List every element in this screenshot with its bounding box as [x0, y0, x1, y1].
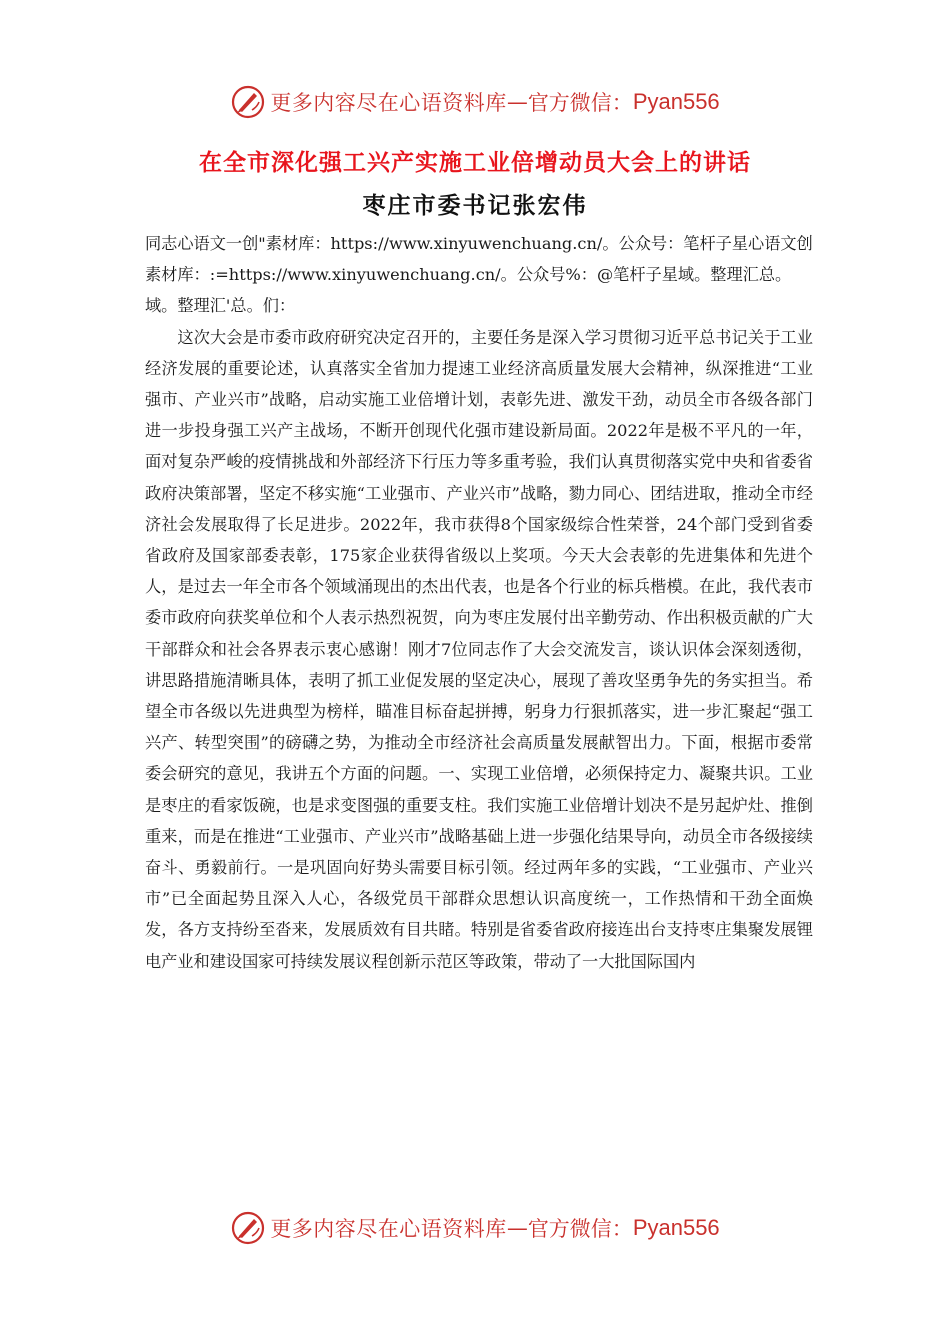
page-title: 在全市深化强工兴产实施工业倍增动员大会上的讲话 [199, 150, 751, 176]
body-paragraph: 这次大会是市委市政府研究决定召开的，主要任务是深入学习贯彻习近平总书记关于工业经济发展的重要论述，认真落实全省加力提速工业经济高质量发展大会精神，纵深推进“工业强市、产业兴市”战略，启动实施工业倍增计划，表彰先进、激发干劲，动员全市各级各部门进一步投身强工兴产主战场，不断开创现代化强市建设新局面。2022年是极不平凡的一年，面对复杂严峻的疫情挑战和外部经济下行压力等多重考验，我们认真贯彻落实党中央和省委省政府决策部署，坚定不移实施“工业强市、产业兴市”战略，勠力同心、团结进取，推动全市经济社会发展取得了长足进步。2022年，我市获得8个国家级综合性荣誉，24个部门受到省委省政府及国家部委表彰，175家企业获得省级以上奖项。今天大会表彰的先进集体和先进个人，是过去一年全市各个领域涌现出的杰出代表，也是各个行业的标兵楷模。在此，我代表市委市政府向获奖单位和个人表示热烈祝贺，向为枣庄发展付出辛勤劳动、作出积极贡献的广大干部群众和社会各界表示衷心感谢！刚才7位同志作了大会交流发言，谈认识体会深刻透彻，讲思路措施清晰具体，表明了抓工业促发展的坚定决心，展现了善攻坚勇争先的务实担当。希望全市各级以先进典型为榜样，瞄准目标奋起拼搏，躬身力行狠抓落实，进一步汇聚起“强工兴产、转型突围”的磅礴之势，为推动全市经济社会高质量发展献智出力。下面，根据市委常委会研究的意见，我讲五个方面的问题。一、实现工业倍增，必须保持定力、凝聚共识。工业是枣庄的看家饭碗，也是求变图强的重要支柱。我们实施工业倍增计划决不是另起炉灶、推倒重来，而是在推进“工业强市、产业兴市”战略基础上进一步强化结果导向，动员全市各级接续奋斗、勇毅前行。一是巩固向好势头需要目标引领。经过两年多的实践，“工业强市、产业兴市”已全面起势且深入人心，各级党员干部群众思想认识高度统一，工作热情和干劲全面焕发，各方支持纷至沓来，发展质效有目共睹。特别是省委省政府接连出台支持枣庄集聚发展锂电产业和建设国家可持续发展议程创新示范区等政策，带动了一大批国际国内 [145, 327, 813, 971]
header-banner [0, 82, 950, 122]
banner-dash: — [506, 1216, 528, 1240]
footer-banner [0, 1208, 950, 1248]
banner-dash: — [506, 90, 528, 114]
banner-wechat-id: Pyan556 [632, 1215, 720, 1240]
banner-wechat-label: 官方微信： [527, 91, 633, 115]
banner-wechat-label: 官方微信： [527, 1217, 633, 1241]
page-subtitle: 枣庄市委书记张宏伟 [362, 193, 588, 219]
pen-logo-icon [230, 1210, 266, 1246]
banner-text: 更多内容尽在心语资料库 [270, 1217, 507, 1241]
document-body [145, 228, 813, 977]
pen-logo-icon [230, 84, 266, 120]
banner-wechat-id: Pyan556 [632, 89, 720, 114]
intro-paragraph: 同志心语文一创"素材库：https://www.xinyuwenchuang.cn/。公众号：笔杆子星心语文创素材库：:=https://www.xinyuwenchuang.cn/。公众号%：@笔杆子星域。整理汇总。域。整理汇'总。们： [145, 234, 813, 316]
banner-text: 更多内容尽在心语资料库 [270, 91, 507, 115]
